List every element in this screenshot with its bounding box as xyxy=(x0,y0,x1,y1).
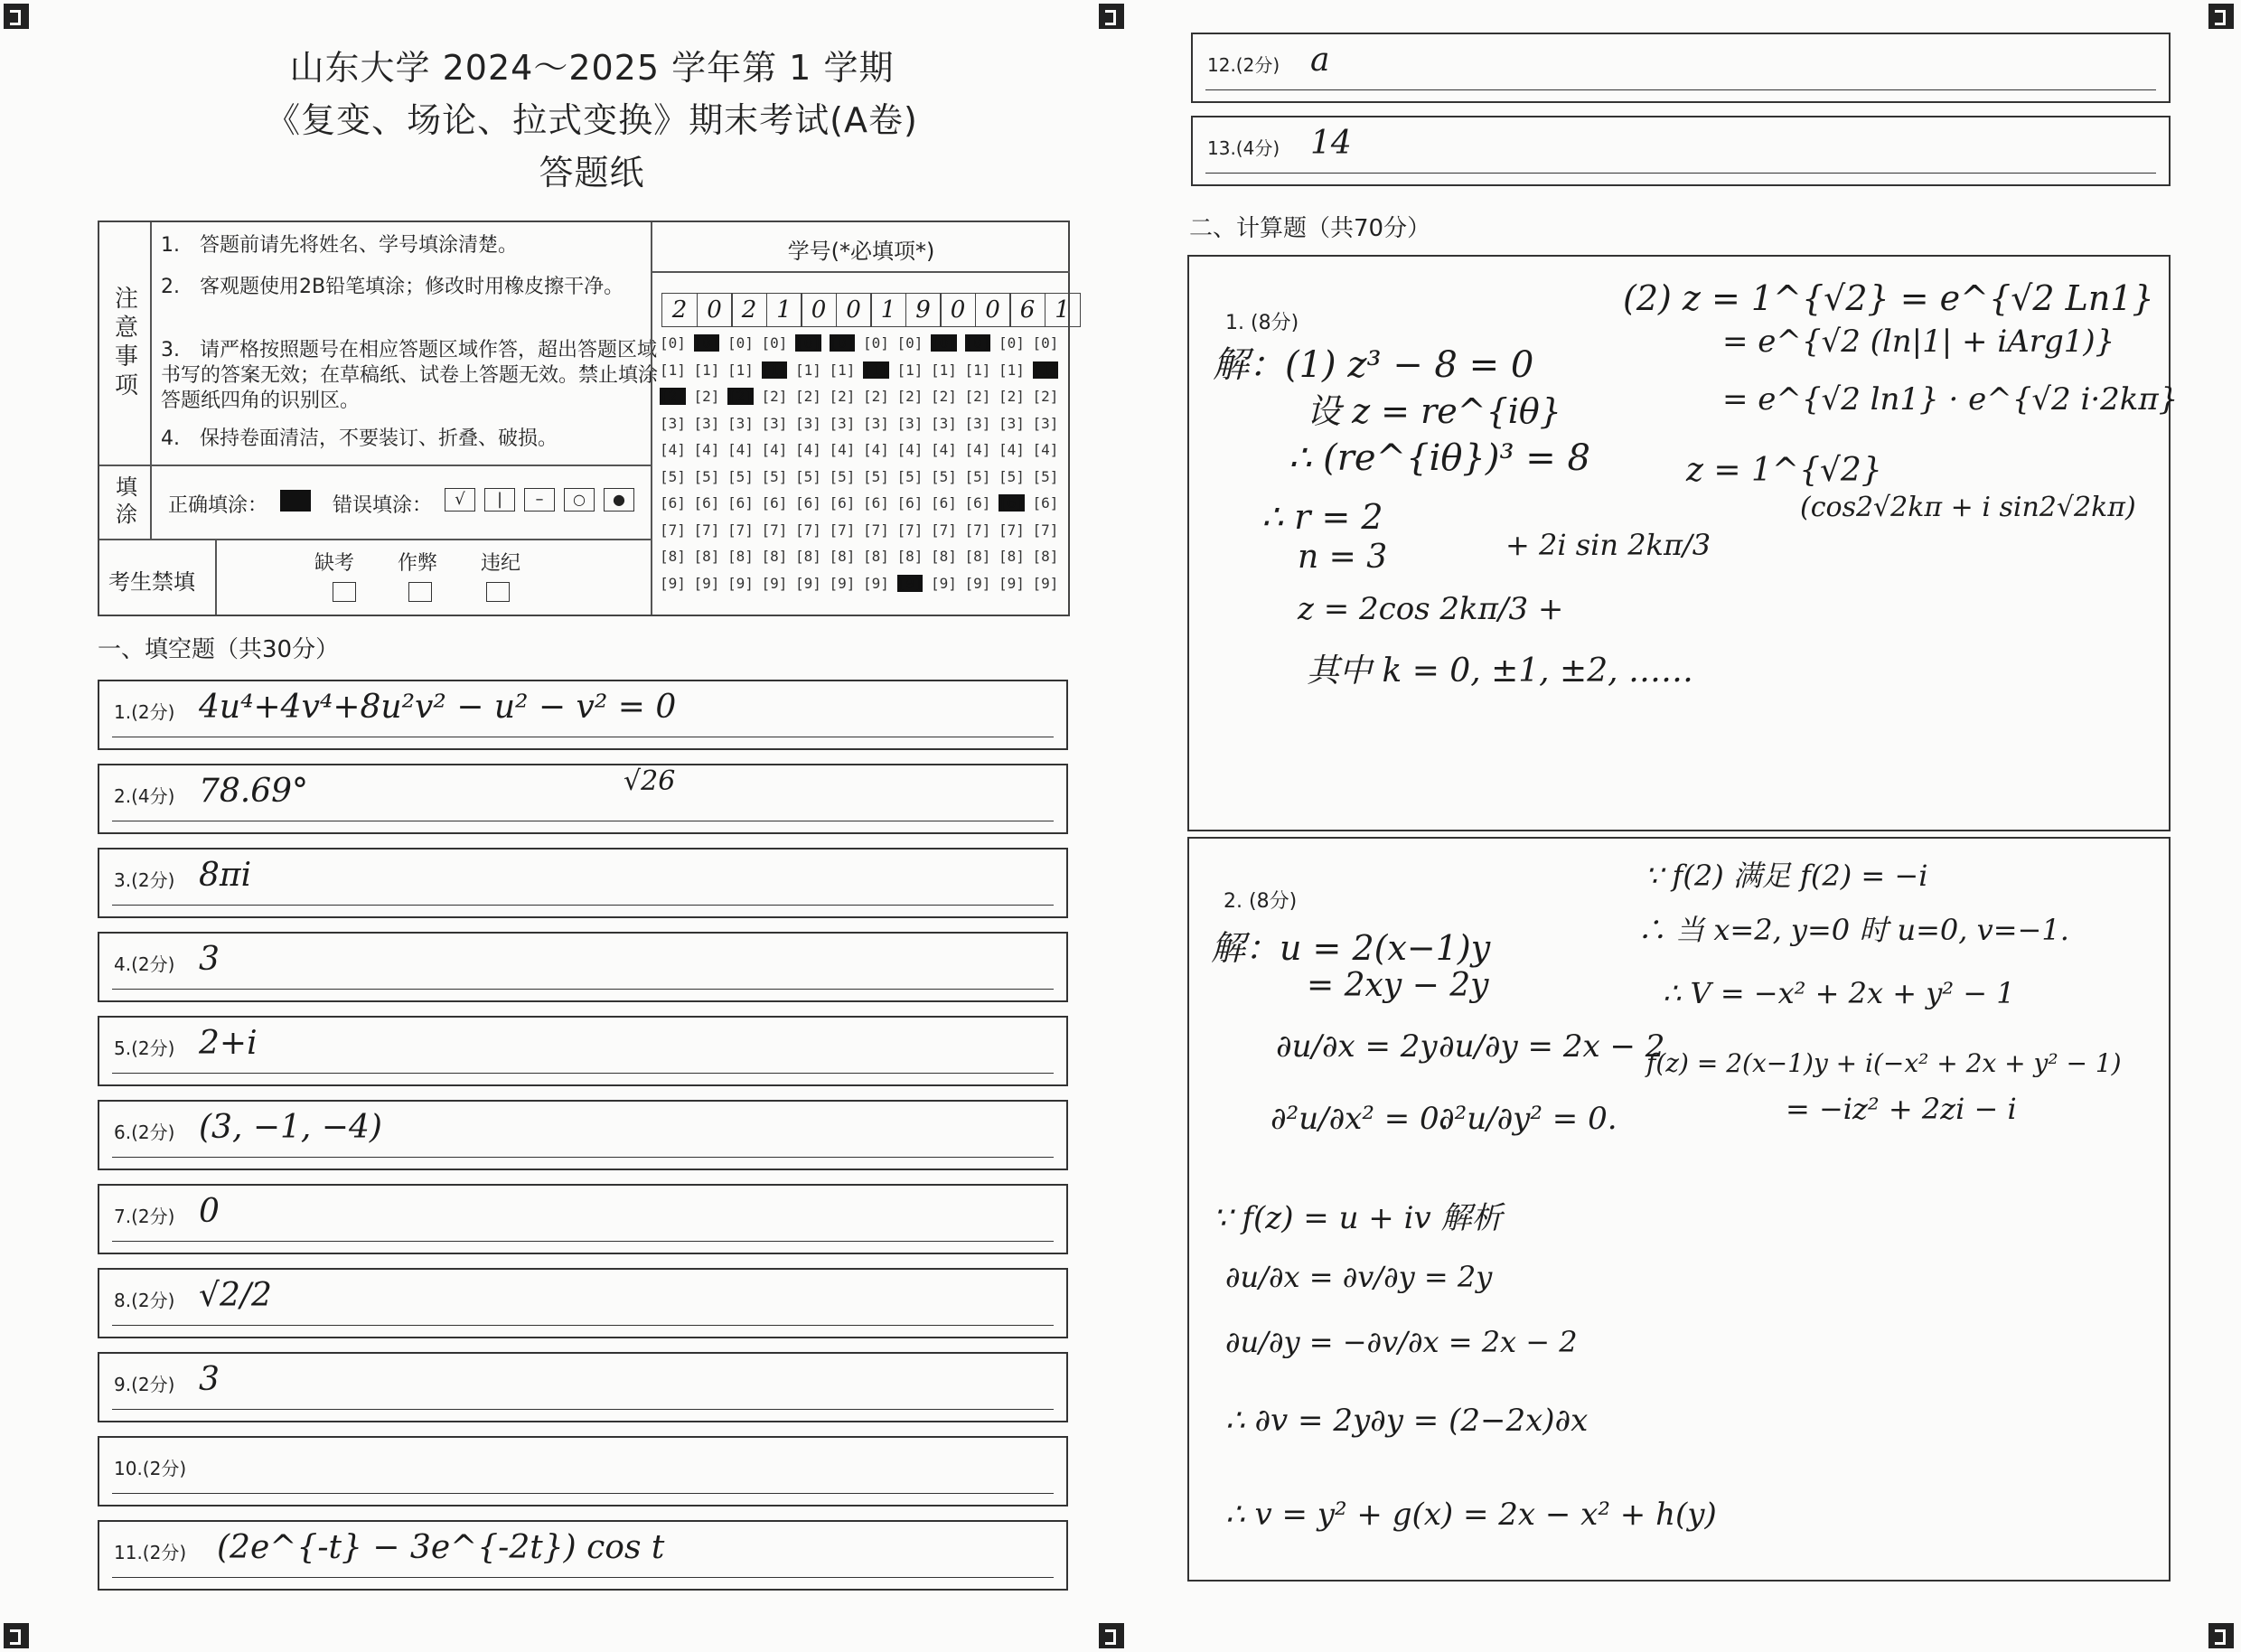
q2-line: f(z) = 2(x−1)y + i(−x² + 2x + y² − 1) xyxy=(1646,1048,2122,1078)
id-bubble[interactable]: [2] xyxy=(829,388,856,405)
id-bubble[interactable]: [4] xyxy=(795,441,821,458)
student-id-header: 学号(*必填项*) xyxy=(787,239,935,264)
fill-answer-text: 78.69° xyxy=(199,773,309,810)
notice-item-2: 2. 客观题使用2B铅笔填涂；修改时用橡皮擦干净。 xyxy=(161,276,624,298)
id-bubble[interactable]: [7] xyxy=(829,521,856,539)
fill-question-label: 8.(2分) xyxy=(114,1290,175,1311)
fill-answer-box xyxy=(98,848,1068,918)
id-bubble[interactable]: [8] xyxy=(1032,548,1059,565)
fill-question-label: 4.(2分) xyxy=(114,953,175,975)
fill-correct-label: 正确填涂： xyxy=(168,494,268,517)
student-id-digit: 0 xyxy=(940,293,976,327)
fill-answer-text: 4u⁴+4v⁴+8u²v² − u² − v² = 0 xyxy=(199,689,677,726)
course-title: 《复变、场论、拉式变换》期末考试(A卷) xyxy=(266,100,918,140)
q1-line: n = 3 xyxy=(1298,539,1388,576)
id-bubble[interactable]: [8] xyxy=(829,548,856,565)
id-bubble[interactable]: [7] xyxy=(999,521,1025,539)
notice-label: 注意事项 xyxy=(99,222,152,466)
section2-title: 二、计算题（共70分） xyxy=(1189,215,1431,242)
corner-mark-icon xyxy=(2208,4,2234,29)
id-bubble[interactable]: [4] xyxy=(693,441,720,458)
id-bubble[interactable]: [4] xyxy=(761,441,788,458)
student-id-digit: 0 xyxy=(801,293,837,327)
id-bubble[interactable]: [5] xyxy=(1032,467,1059,485)
id-bubble[interactable]: [8] xyxy=(727,548,754,565)
id-bubble[interactable]: [9] xyxy=(863,574,889,592)
id-bubble[interactable]: [7] xyxy=(896,521,924,539)
id-bubble[interactable]: [4] xyxy=(931,441,957,458)
violation-checkbox[interactable] xyxy=(486,582,510,602)
id-bubble[interactable]: [6] xyxy=(660,494,686,512)
id-bubble[interactable]: [9] xyxy=(761,574,788,592)
id-bubble[interactable]: [0] xyxy=(795,334,821,352)
fill-label: 填涂 xyxy=(99,466,152,540)
q2-line: ∵ f(2) 满足 f(2) = −i xyxy=(1645,859,1928,893)
student-id-digit: 1 xyxy=(1045,293,1081,327)
id-bubble[interactable]: [5] xyxy=(964,467,991,485)
id-bubble[interactable]: [1] xyxy=(896,361,924,379)
id-bubble[interactable]: [6] xyxy=(795,494,821,512)
fill-answer-box xyxy=(98,680,1068,750)
id-bubble[interactable]: [5] xyxy=(660,467,686,485)
id-bubble[interactable]: [4] xyxy=(999,441,1025,458)
q1-line: ∴ r = 2 xyxy=(1261,497,1383,537)
wrong-circle-icon: ○ xyxy=(564,488,595,512)
id-bubble[interactable]: [3] xyxy=(795,414,821,432)
id-bubble[interactable]: [2] xyxy=(727,388,754,405)
fill-question-label: 2.(4分) xyxy=(114,785,175,807)
fill-question-label: 12.(2分) xyxy=(1207,54,1280,76)
id-bubble[interactable]: [7] xyxy=(727,521,754,539)
q2-line: ∴ ∂v = 2y∂y = (2−2x)∂x xyxy=(1225,1403,1589,1439)
fill-question-label: 5.(2分) xyxy=(114,1037,175,1059)
calc-q1-box xyxy=(1187,255,2179,831)
wrong-dot-icon: ● xyxy=(604,488,634,512)
id-bubble[interactable]: [4] xyxy=(964,441,991,458)
q1-line: 设 z = re^{iθ} xyxy=(1307,391,1561,431)
fill-question-label: 3.(2分) xyxy=(114,869,175,891)
id-bubble[interactable]: [3] xyxy=(761,414,788,432)
id-bubble[interactable]: [3] xyxy=(693,414,720,432)
id-bubble[interactable]: [6] xyxy=(999,494,1025,512)
id-bubble[interactable]: [9] xyxy=(727,574,754,592)
id-bubble[interactable]: [1] xyxy=(999,361,1025,379)
sheet-title: 答题纸 xyxy=(539,153,645,192)
id-bubble[interactable]: [4] xyxy=(1032,441,1059,458)
id-bubble[interactable]: [4] xyxy=(863,441,889,458)
id-bubble[interactable]: [9] xyxy=(999,574,1025,592)
q2-line: ∂u/∂x = 2y xyxy=(1276,1028,1438,1065)
id-bubble[interactable]: [3] xyxy=(999,414,1025,432)
notice-panel xyxy=(98,221,1070,616)
id-bubble[interactable]: [2] xyxy=(896,388,924,405)
fill-answer-text: (2e^{-t} − 3e^{-2t}) cos t xyxy=(217,1529,665,1566)
id-bubble[interactable]: [9] xyxy=(660,574,686,592)
id-bubble[interactable]: [0] xyxy=(829,334,856,352)
id-bubble[interactable]: [5] xyxy=(795,467,821,485)
q2-line: 解：u = 2(x−1)y xyxy=(1211,928,1491,968)
id-bubble[interactable]: [0] xyxy=(863,334,889,352)
student-id-digit: 1 xyxy=(870,293,906,327)
id-bubble[interactable]: [2] xyxy=(964,388,991,405)
wrong-dash-icon: – xyxy=(524,488,555,512)
id-bubble[interactable]: [1] xyxy=(693,361,720,379)
id-bubble[interactable]: [7] xyxy=(863,521,889,539)
fill-answer-box xyxy=(98,1016,1068,1086)
id-bubble[interactable]: [4] xyxy=(727,441,754,458)
id-bubble[interactable]: [8] xyxy=(931,548,957,565)
id-bubble[interactable]: [6] xyxy=(863,494,889,512)
fill-question-label: 9.(2分) xyxy=(114,1374,175,1395)
id-bubble[interactable]: [8] xyxy=(660,548,686,565)
id-bubble[interactable]: [5] xyxy=(863,467,889,485)
fill-question-label: 6.(2分) xyxy=(114,1122,175,1143)
corner-mark-icon xyxy=(1099,1623,1124,1648)
id-bubble[interactable]: [5] xyxy=(761,467,788,485)
id-bubble[interactable]: [7] xyxy=(1032,521,1059,539)
student-id-digits xyxy=(661,293,1079,327)
id-bubble[interactable]: [0] xyxy=(1032,334,1059,352)
cheat-checkbox[interactable] xyxy=(408,582,432,602)
fill-answer-box xyxy=(98,1100,1068,1170)
id-bubble[interactable]: [2] xyxy=(863,388,889,405)
q2-line: ∂u/∂y = −∂v/∂x = 2x − 2 xyxy=(1225,1325,1578,1359)
fill-question-label: 11.(2分) xyxy=(114,1542,187,1563)
id-bubble[interactable]: [8] xyxy=(999,548,1025,565)
id-bubble[interactable]: [3] xyxy=(1032,414,1059,432)
fill-question-label: 13.(4分) xyxy=(1207,137,1280,159)
q1-line: 解：(1) z³ − 8 = 0 xyxy=(1213,344,1534,386)
fill-answer-text: 3 xyxy=(199,941,220,978)
id-bubble[interactable]: [9] xyxy=(829,574,856,592)
id-bubble[interactable]: [7] xyxy=(761,521,788,539)
id-bubble[interactable]: [0] xyxy=(761,334,788,352)
fill-answer-text: a xyxy=(1310,42,1330,79)
id-bubble[interactable]: [6] xyxy=(727,494,754,512)
student-id-digit: 0 xyxy=(975,293,1011,327)
id-bubble[interactable]: [6] xyxy=(693,494,720,512)
id-bubble[interactable]: [1] xyxy=(727,361,754,379)
id-bubble[interactable]: [6] xyxy=(829,494,856,512)
exam-title: 山东大学 2024～2025 学年第 1 学期 xyxy=(289,48,895,88)
notice-item-4: 4. 保持卷面清洁，不要装订、折叠、破损。 xyxy=(161,427,558,450)
id-bubble[interactable]: [9] xyxy=(896,574,924,592)
calc-q2-label: 2. (8分) xyxy=(1224,890,1298,913)
id-bubble[interactable]: [9] xyxy=(693,574,720,592)
fill-answer-text: 2+i xyxy=(199,1025,258,1062)
wrong-bar-icon: | xyxy=(484,488,515,512)
id-bubble[interactable]: [3] xyxy=(896,414,924,432)
q2-line: ∴ v = y² + g(x) = 2x − x² + h(y) xyxy=(1225,1497,1717,1533)
q2-line: ∂²u/∂x² = 0. xyxy=(1271,1101,1449,1137)
q2-line: = 2xy − 2y xyxy=(1307,967,1489,1004)
id-bubble[interactable]: [6] xyxy=(1032,494,1059,512)
id-bubble[interactable]: [0] xyxy=(999,334,1025,352)
fill-answer-box xyxy=(98,1268,1068,1338)
q1-line: + 2i sin 2kπ/3 xyxy=(1505,528,1711,562)
q1-line: z = 2cos 2kπ/3 + xyxy=(1298,591,1564,627)
absent-label: 缺考 xyxy=(314,552,355,575)
q2-line: = −iz² + 2zi − i xyxy=(1786,1092,2017,1126)
id-bubble[interactable]: [1] xyxy=(660,361,686,379)
id-bubble[interactable]: [7] xyxy=(931,521,957,539)
id-bubble[interactable]: [2] xyxy=(931,388,957,405)
q2-line: ∵ f(z) = u + iv 解析 xyxy=(1213,1200,1503,1236)
student-id-digit: 6 xyxy=(1009,293,1045,327)
id-bubble[interactable]: [1] xyxy=(964,361,991,379)
id-bubble[interactable]: [4] xyxy=(829,441,856,458)
id-bubble[interactable]: [5] xyxy=(896,467,924,485)
id-bubble[interactable]: [8] xyxy=(896,548,924,565)
id-bubble[interactable]: [0] xyxy=(931,334,957,352)
notice-item-3: 3. 请严格按照题号在相应答题区域作答，超出答题区域书写的答案无效；在草稿纸、试卷上答题无效。禁止填涂答题纸四角的识别区。 xyxy=(161,339,659,412)
student-id-digit: 0 xyxy=(697,293,733,327)
id-bubble[interactable]: [1] xyxy=(829,361,856,379)
q1-line: = e^{√2 (ln|1| + iArg1)} xyxy=(1722,324,2115,360)
fill-question-label: 7.(2分) xyxy=(114,1206,175,1227)
fill-answer-text: 14 xyxy=(1310,125,1352,162)
id-bubble[interactable]: [3] xyxy=(964,414,991,432)
id-bubble[interactable]: [6] xyxy=(964,494,991,512)
id-bubble[interactable]: [8] xyxy=(795,548,821,565)
fill-answer-text: √2/2 xyxy=(199,1277,272,1314)
q2-line: ∴ V = −x² + 2x + y² − 1 xyxy=(1663,976,2015,1010)
id-bubble[interactable]: [2] xyxy=(1032,388,1059,405)
q1-line: (cos2√2kπ + i sin2√2kπ) xyxy=(1800,492,2136,523)
fill-answer-box xyxy=(98,1184,1068,1254)
q2-line: ∂u/∂y = 2x − 2 xyxy=(1439,1028,1665,1065)
id-bubble[interactable]: [5] xyxy=(931,467,957,485)
id-bubble[interactable]: [2] xyxy=(999,388,1025,405)
fill-answer-box xyxy=(98,1436,1068,1507)
cheat-label: 作弊 xyxy=(398,552,438,575)
fill-question-label: 1.(2分) xyxy=(114,701,175,723)
q1-line: z = 1^{√2} xyxy=(1686,452,1882,489)
violation-label: 违纪 xyxy=(481,552,521,575)
id-bubble[interactable]: [2] xyxy=(660,388,686,405)
id-bubble[interactable]: [7] xyxy=(693,521,720,539)
wrong-check-icon: √ xyxy=(445,488,475,512)
q1-line: 其中 k = 0, ±1, ±2, …… xyxy=(1307,652,1694,690)
absent-checkbox[interactable] xyxy=(333,582,356,602)
q1-line: = e^{√2 ln1} · e^{√2 i·2kπ} xyxy=(1722,381,2179,418)
id-bubble[interactable]: [0] xyxy=(896,334,924,352)
id-bubble[interactable]: [8] xyxy=(964,548,991,565)
id-bubble[interactable]: [0] xyxy=(964,334,991,352)
id-bubble[interactable]: [9] xyxy=(964,574,991,592)
student-id-digit: 9 xyxy=(905,293,942,327)
student-id-panel xyxy=(651,222,1070,615)
id-bubble[interactable]: [6] xyxy=(931,494,957,512)
id-bubble[interactable]: [4] xyxy=(896,441,924,458)
notice-item-1: 1. 答题前请先将姓名、学号填涂清楚。 xyxy=(161,234,518,257)
fill-question-label: 10.(2分) xyxy=(114,1458,187,1479)
fill-answer-box xyxy=(98,932,1068,1002)
q2-line: ∴ 当 x=2, y=0 时 u=0, v=−1. xyxy=(1637,913,2069,947)
id-bubble[interactable]: [5] xyxy=(727,467,754,485)
student-id-digit: 0 xyxy=(836,293,872,327)
id-bubble[interactable]: [2] xyxy=(693,388,720,405)
id-bubble[interactable]: [1] xyxy=(761,361,788,379)
id-bubble[interactable]: [1] xyxy=(795,361,821,379)
id-bubble[interactable]: [3] xyxy=(660,414,686,432)
id-bubble[interactable]: [3] xyxy=(863,414,889,432)
id-bubble[interactable]: [9] xyxy=(795,574,821,592)
corner-mark-icon xyxy=(4,4,29,29)
fill-answer-box xyxy=(1191,116,2171,186)
id-bubble[interactable]: [8] xyxy=(863,548,889,565)
id-bubble[interactable]: [8] xyxy=(693,548,720,565)
id-bubble[interactable]: [5] xyxy=(999,467,1025,485)
section1-title: 一、填空题（共30分） xyxy=(98,636,340,663)
student-id-digit: 2 xyxy=(731,293,767,327)
id-bubble[interactable]: [6] xyxy=(761,494,788,512)
calc-q1-label: 1. (8分) xyxy=(1225,312,1299,334)
id-bubble[interactable]: [4] xyxy=(660,441,686,458)
id-bubble[interactable]: [3] xyxy=(727,414,754,432)
id-bubble[interactable]: [5] xyxy=(829,467,856,485)
fill-correct-sample-icon xyxy=(280,490,311,512)
student-id-digit: 2 xyxy=(661,293,698,327)
q1-line: ∴ (re^{iθ})³ = 8 xyxy=(1289,437,1590,479)
exam-forbid-label: 考生禁填 xyxy=(108,569,195,595)
fill-wrong-label: 错误填涂： xyxy=(333,494,433,517)
id-bubble[interactable]: [0] xyxy=(693,334,720,352)
student-id-digit: 1 xyxy=(766,293,802,327)
id-bubble[interactable]: [0] xyxy=(660,334,686,352)
fill-answer-text-2: √26 xyxy=(624,765,676,797)
fill-answer-text: 3 xyxy=(199,1361,220,1398)
id-bubble[interactable]: [3] xyxy=(931,414,957,432)
calc-q2-box xyxy=(1187,837,2171,1582)
fill-answer-text: 8πi xyxy=(199,857,252,894)
id-bubble[interactable]: [9] xyxy=(931,574,957,592)
q2-line: ∂²u/∂y² = 0. xyxy=(1439,1101,1617,1137)
q2-line: ∂u/∂x = ∂v/∂y = 2y xyxy=(1225,1260,1493,1294)
id-bubble[interactable]: [9] xyxy=(1032,574,1059,592)
id-bubble[interactable]: [7] xyxy=(795,521,821,539)
id-bubble[interactable]: [8] xyxy=(761,548,788,565)
corner-mark-icon xyxy=(1099,4,1124,29)
id-bubble[interactable]: [1] xyxy=(863,361,889,379)
fill-answer-box xyxy=(98,764,1068,834)
id-bubble[interactable]: [2] xyxy=(795,388,821,405)
fill-answer-box xyxy=(98,1352,1068,1422)
id-bubble[interactable]: [0] xyxy=(727,334,754,352)
id-bubble[interactable]: [6] xyxy=(896,494,924,512)
q1-line: (2) z = 1^{√2} = e^{√2 Ln1} xyxy=(1623,278,2154,318)
id-bubble[interactable]: [7] xyxy=(660,521,686,539)
fill-answer-text: (3, −1, −4) xyxy=(199,1109,382,1146)
id-bubble[interactable]: [7] xyxy=(964,521,991,539)
fill-answer-box xyxy=(98,1520,1068,1591)
id-bubble[interactable]: [2] xyxy=(761,388,788,405)
id-bubble[interactable]: [1] xyxy=(931,361,957,379)
corner-mark-icon xyxy=(2208,1623,2234,1648)
id-bubble[interactable]: [1] xyxy=(1032,361,1059,379)
fill-answer-box xyxy=(1191,33,2171,103)
id-bubble[interactable]: [5] xyxy=(693,467,720,485)
fill-answer-text: 0 xyxy=(199,1193,220,1230)
corner-mark-icon xyxy=(4,1623,29,1648)
id-bubble[interactable]: [3] xyxy=(829,414,856,432)
